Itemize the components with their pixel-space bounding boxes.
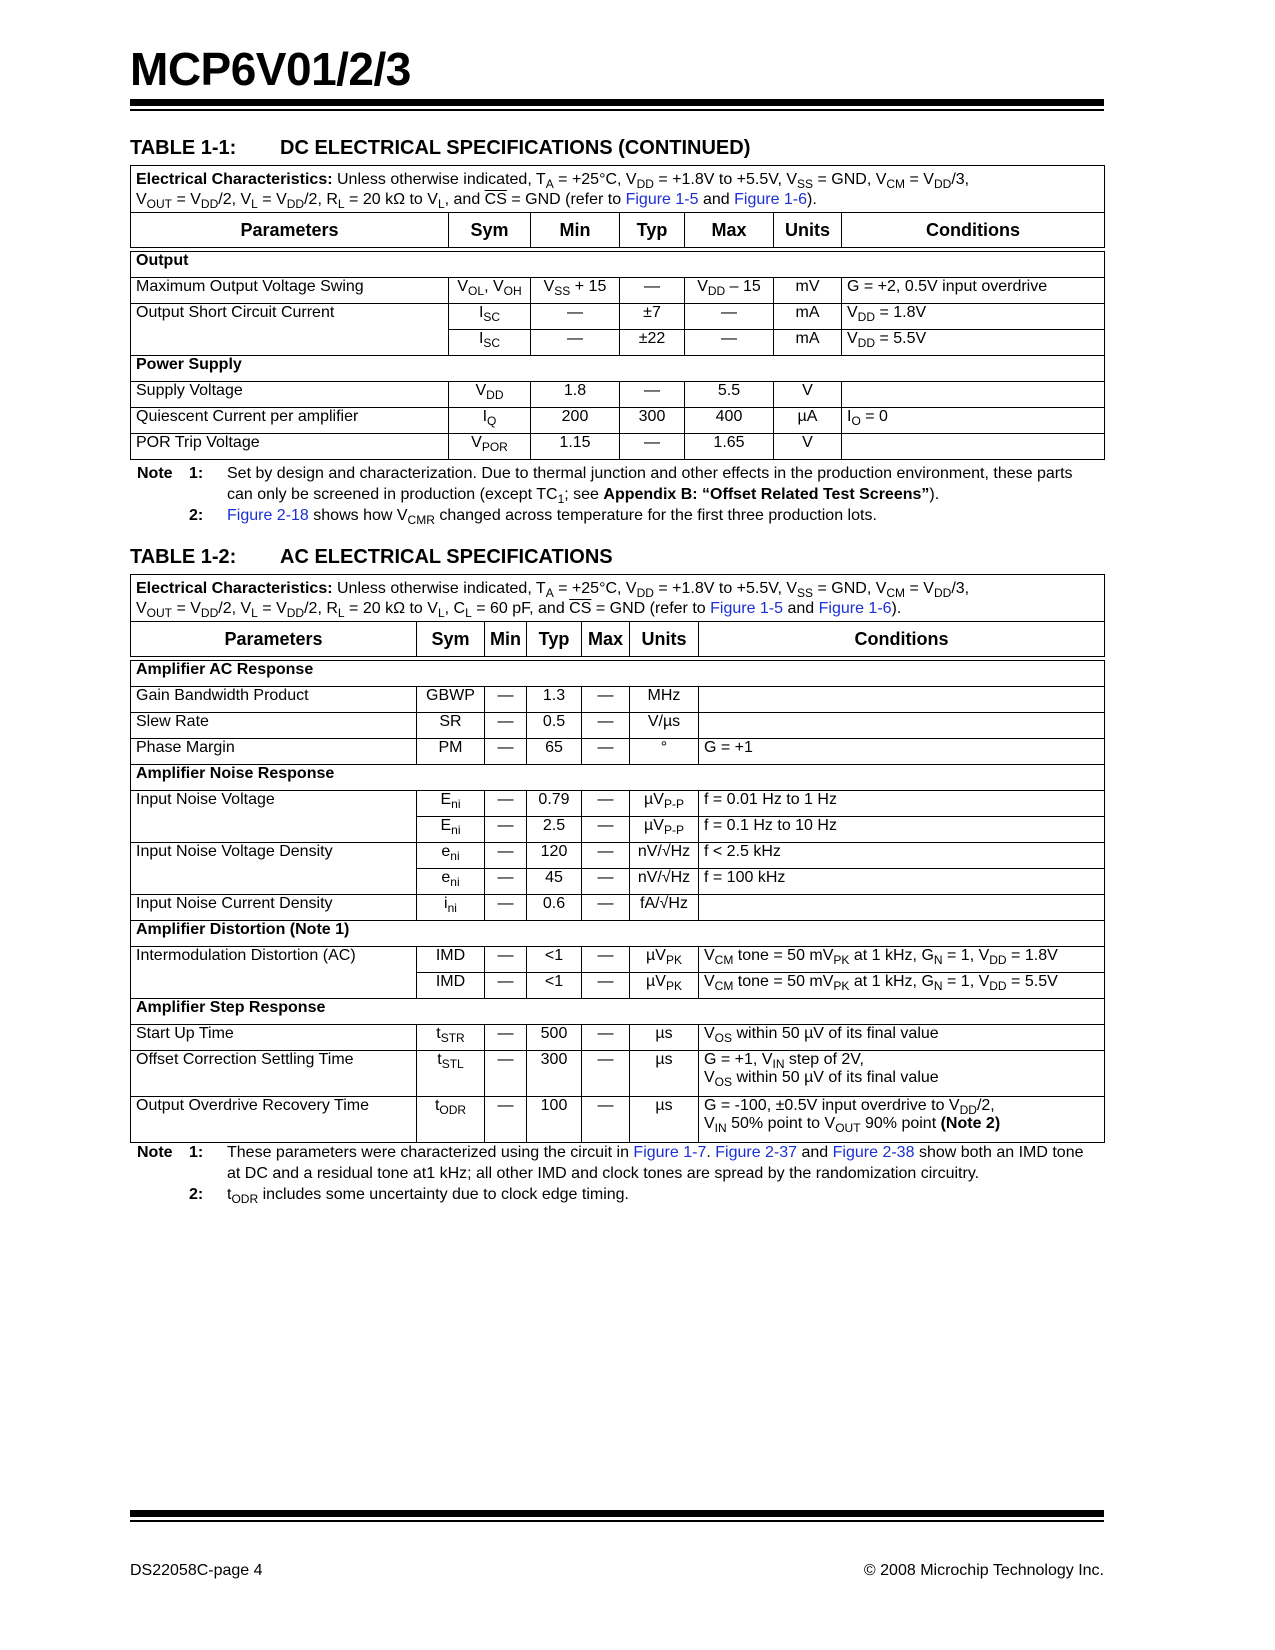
header-rule-thick xyxy=(130,99,1104,106)
table-row: Power Supply xyxy=(131,356,1105,382)
table-row: Input Noise Voltage $E_{ni}$ — 0.79 — µV$_{P-P}$ f = 0.01 Hz to 1 Hz xyxy=(131,791,1105,817)
table2-conditions: Electrical Characteristics: Unless otherwise indicated, $T_A = +25^\circ C$, $V_{DD} = +1.8V$ to +5.5V, $V_{SS}$ = GND, $V_{CM} = V_{DD}/3$, $V_{OUT} = V_{DD}/2$, $V_L = V_{DD}/2$, $R_L = 20$ kΩ to $V_L$, $C_L = 60$ pF, and $\overline{CS}$ = GND (refer to Figure 1-5 and Figure 1-6). xyxy=(131,575,1105,622)
table-row: Output Short Circuit Current $I_{SC}$ — ±7 — mA $V_{DD} = 1.8V$ xyxy=(131,304,1105,330)
table-row: Output Overdrive Recovery Time $t_{ODR}$ — 100 — µs G = -100, ±0.5V input overdrive to $V_{DD}/2$, $V_{IN}$ 50% point to $V_{OUT}$ 90% point (Note 2) xyxy=(131,1097,1105,1143)
table-row: Amplifier Noise Response xyxy=(131,765,1105,791)
table-row: Amplifier Step Response xyxy=(131,999,1105,1025)
table2-title: AC ELECTRICAL SPECIFICATIONS xyxy=(280,546,613,568)
table1-title: DC ELECTRICAL SPECIFICATIONS (CONTINUED) xyxy=(280,137,751,159)
figure-1-6-link[interactable]: Figure 1-6 xyxy=(734,191,808,208)
table-row: Input Noise Voltage Density $e_{ni}$ — 120 — nV/√Hz f < 2.5 kHz xyxy=(131,843,1105,869)
footer-copyright: © 2008 Microchip Technology Inc. xyxy=(863,1562,1104,1579)
table-row: Gain Bandwidth Product GBWP — 1.3 — MHz xyxy=(131,687,1105,713)
page-title: MCP6V01/2/3 xyxy=(130,43,411,95)
table-row: Quiescent Current per amplifier $I_Q$ 200 300 400 µA $I_O = 0$ xyxy=(131,408,1105,434)
table-row: Phase Margin PM — 65 — ° G = +1 xyxy=(131,739,1105,765)
table-row: Intermodulation Distortion (AC) IMD — <1 — µV$_{PK}$ $V_{CM}$ tone = 50 $mV_{PK}$ at 1 kHz, $G_N = 1$, $V_{DD} = 1.8V$ xyxy=(131,947,1105,973)
footer-rule-thick xyxy=(130,1510,1104,1517)
figure-1-7-link[interactable]: Figure 1-7 xyxy=(633,1144,707,1161)
table-row: Offset Correction Settling Time $t_{STL}$ — 300 — µs G = +1, $V_{IN}$ step of 2V, $V_{OS}$ within 50 µV of its final value xyxy=(131,1051,1105,1097)
table1-header-row: Parameters Sym Min Typ Max Units Conditions xyxy=(131,213,1105,248)
table1-conditions: Electrical Characteristics: Unless otherwise indicated, $T_A = +25^\circ C$, $V_{DD} = +1.8V$ to +5.5V, $V_{SS}$ = GND, $V_{CM} = V_{DD}/3$, $V_{OUT} = V_{DD}/2$, $V_L = V_{DD}/2$, $R_L = 20$ kΩ to $V_L$, and $\overline{CS}$ = GND (refer to Figure 1-5 and Figure 1-6). xyxy=(131,166,1105,213)
figure-2-38-link[interactable]: Figure 2-38 xyxy=(832,1144,915,1161)
table2-caption xyxy=(130,546,613,569)
figure-2-37-link[interactable]: Figure 2-37 xyxy=(715,1144,798,1161)
table1-caption xyxy=(130,137,750,160)
table1-number: TABLE 1-1: xyxy=(130,137,237,159)
footer-rule-thin xyxy=(130,1520,1104,1522)
figure-1-5-link[interactable]: Figure 1-5 xyxy=(625,191,699,208)
table-row: Amplifier AC Response xyxy=(131,661,1105,687)
table2-notes xyxy=(137,1142,1097,1205)
figure-1-6-link[interactable]: Figure 1-6 xyxy=(818,600,892,617)
table-row: Slew Rate SR — 0.5 — V/µs xyxy=(131,713,1105,739)
table2-header-row: Parameters Sym Min Typ Max Units Conditions xyxy=(131,622,1105,657)
table-row: Start Up Time $t_{STR}$ — 500 — µs $V_{OS}$ within 50 µV of its final value xyxy=(131,1025,1105,1051)
table1-note-1: Note 1: Set by design and characterization. Due to thermal junction and other effects in the production environment, these parts can only be screened in production (except $TC_1$; see Appendix B: “Offset Related Test Screens”). xyxy=(137,465,1073,506)
header-rule-thin xyxy=(130,109,1104,111)
table-row: IMD — <1 — µV$_{PK}$ $V_{CM}$ tone = 50 $mV_{PK}$ at 1 kHz, $G_N = 1$, $V_{DD} = 5.5V$ xyxy=(131,973,1105,999)
table1-note-2: 2: Figure 2-18 shows how $V_{CMR}$ changed across temperature for the first three production lots. xyxy=(189,507,877,527)
table-row: $I_{SC}$ — ±22 — mA $V_{DD} = 5.5V$ xyxy=(131,330,1105,356)
ac-spec-table xyxy=(130,574,1105,1143)
table-row: Amplifier Distortion (Note 1) xyxy=(131,921,1105,947)
table-row: Maximum Output Voltage Swing $V_{OL}$, $V_{OH}$ $V_{SS} + 15$ — $V_{DD} - 15$ mV G = +2, 0.5V input overdrive xyxy=(131,278,1105,304)
table-row: POR Trip Voltage $V_{POR}$ 1.15 — 1.65 V xyxy=(131,434,1105,460)
figure-1-5-link[interactable]: Figure 1-5 xyxy=(710,600,784,617)
dc-spec-table xyxy=(130,165,1105,460)
table-row: $e_{ni}$ — 45 — nV/√Hz f = 100 kHz xyxy=(131,869,1105,895)
figure-2-18-link[interactable]: Figure 2-18 xyxy=(227,507,309,524)
table2-note-1: Note 1: These parameters were characterized using the circuit in Figure 1-7. Figure 2-37 and Figure 2-38 show both an IMD tone at DC and a residual tone at1 kHz; all other IMD and clock tones are spread by the randomization circuitry. xyxy=(137,1144,1084,1182)
table-row: Output xyxy=(131,252,1105,278)
table-row: Supply Voltage $V_{DD}$ 1.8 — 5.5 V xyxy=(131,382,1105,408)
footer-page-number: DS22058C-page 4 xyxy=(130,1562,263,1579)
table-row: $E_{ni}$ — 2.5 — µV$_{P-P}$ f = 0.1 Hz to 10 Hz xyxy=(131,817,1105,843)
table2-number: TABLE 1-2: xyxy=(130,546,237,568)
table2-note-2: 2: $t_{ODR}$ includes some uncertainty due to clock edge timing. xyxy=(189,1186,629,1206)
table-row: Input Noise Current Density $i_{ni}$ — 0.6 — fA/√Hz xyxy=(131,895,1105,921)
table1-notes xyxy=(137,463,1097,526)
